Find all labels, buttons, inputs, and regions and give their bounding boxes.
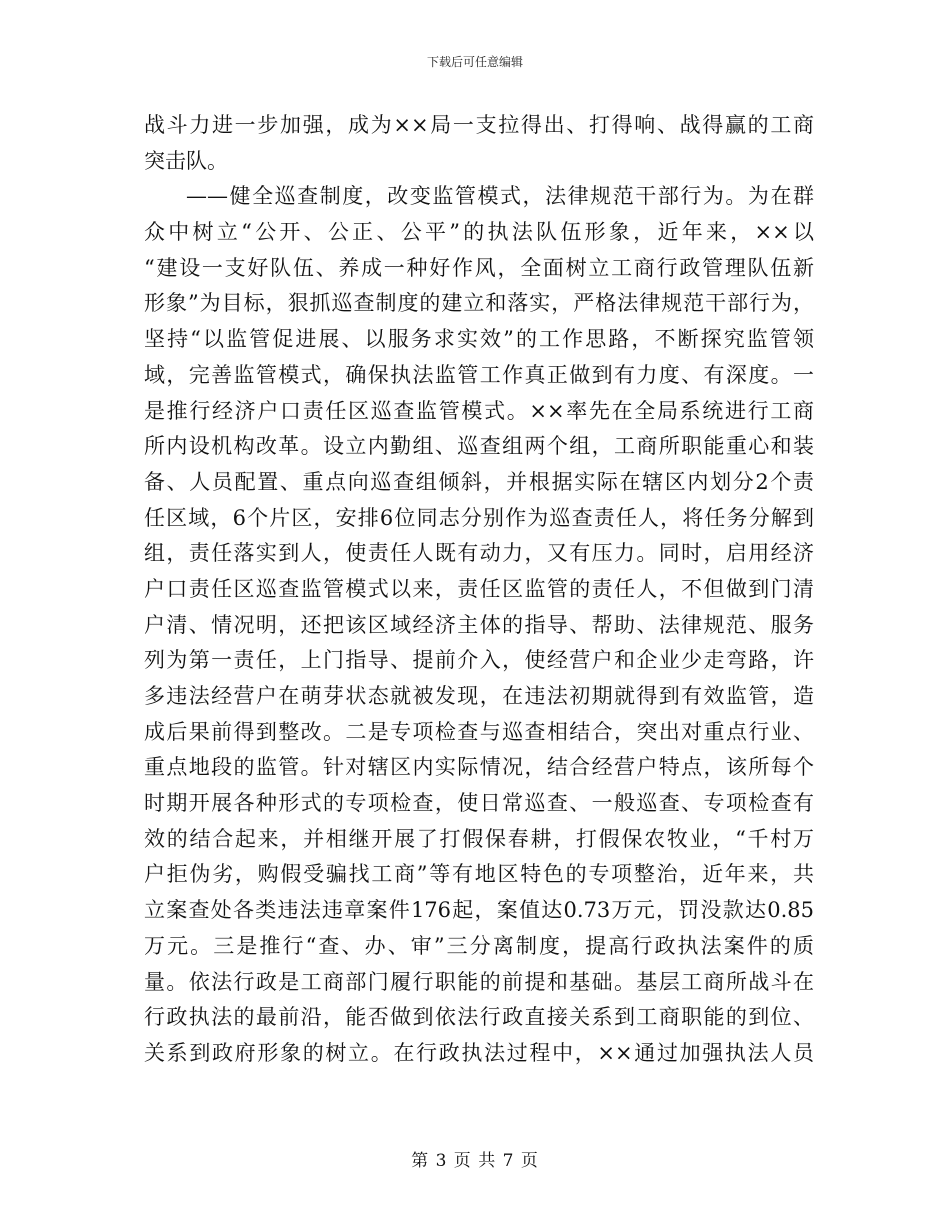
text-line: 效的结合起来，并相继开展了打假保春耕，打假保农牧业，“千村万 <box>144 826 814 851</box>
text-line: 形象”为目标，狠抓巡查制度的建立和落实，严格法律规范干部行为， <box>144 291 814 316</box>
text-line: 时期开展各种形式的专项检查，使日常巡查、一般巡查、专项检查有 <box>144 791 814 816</box>
text-line: 量。依法行政是工商部门履行职能的前提和基础。基层工商所战斗在 <box>144 969 814 994</box>
text-line: 关系到政府形象的树立。在行政执法过程中，××通过加强执法人员 <box>144 1040 814 1065</box>
text-line: 众中树立“公开、公正、公平”的执法队伍形象，近年来，××以 <box>144 220 814 245</box>
text-line: 列为第一责任，上门指导、提前介入，使经营户和企业少走弯路，许 <box>144 648 814 673</box>
text-line: 立案查处各类违法违章案件176起，案值达0.73万元，罚没款达0.85 <box>144 898 814 923</box>
text-line: 所内设机构改革。设立内勤组、巡查组两个组，工商所职能重心和装 <box>144 434 814 459</box>
text-line: 坚持“以监管促进展、以服务求实效”的工作思路，不断探究监管领 <box>144 327 814 352</box>
text-line: 行政执法的最前沿，能否做到依法行政直接关系到工商职能的到位、 <box>144 1005 814 1030</box>
text-line: 组，责任落实到人，使责任人既有动力，又有压力。同时，启用经济 <box>144 541 814 566</box>
text-line: 战斗力进一步加强，成为××局一支拉得出、打得响、战得赢的工商 <box>144 113 814 137</box>
text-line: 户清、情况明，还把该区域经济主体的指导、帮助、法律规范、服务 <box>144 612 814 637</box>
text-line: 任区域，6个片区，安排6位同志分别作为巡查责任人，将任务分解到 <box>144 505 814 530</box>
text-line: 户口责任区巡查监管模式以来，责任区监管的责任人，不但做到门清 <box>144 576 814 601</box>
page-number-footer: 第 3 页 共 7 页 <box>411 1151 539 1171</box>
text-line: 备、人员配置、重点向巡查组倾斜，并根据实际在辖区内划分2个责 <box>144 469 814 494</box>
text-line: “建设一支好队伍、养成一种好作风，全面树立工商行政管理队伍新 <box>144 255 814 280</box>
text-line: 突击队。 <box>144 148 228 173</box>
text-line: 多违法经营户在萌芽状态就被发现，在违法初期就得到有效监管，造 <box>144 684 814 708</box>
text-line: 户拒伪劣，购假受骗找工商”等有地区特色的专项整治，近年来，共 <box>144 862 814 887</box>
text-line: 重点地段的监管。针对辖区内实际情况，结合经营户特点，该所每个 <box>144 755 814 780</box>
text-line: ——健全巡查制度，改变监管模式，法律规范干部行为。为在群 <box>186 184 814 209</box>
page-header-note: 下载后可任意编辑 <box>426 55 523 69</box>
text-line: 域，完善监管模式，确保执法监管工作真正做到有力度、有深度。一 <box>144 362 814 387</box>
body-text <box>144 108 814 1072</box>
text-line: 是推行经济户口责任区巡查监管模式。××率先在全局系统进行工商 <box>144 398 814 423</box>
text-line: 万元。三是推行“查、办、审”三分离制度，提高行政执法案件的质 <box>144 933 814 958</box>
text-line: 成后果前得到整改。二是专项检查与巡查相结合，突出对重点行业、 <box>144 719 814 744</box>
